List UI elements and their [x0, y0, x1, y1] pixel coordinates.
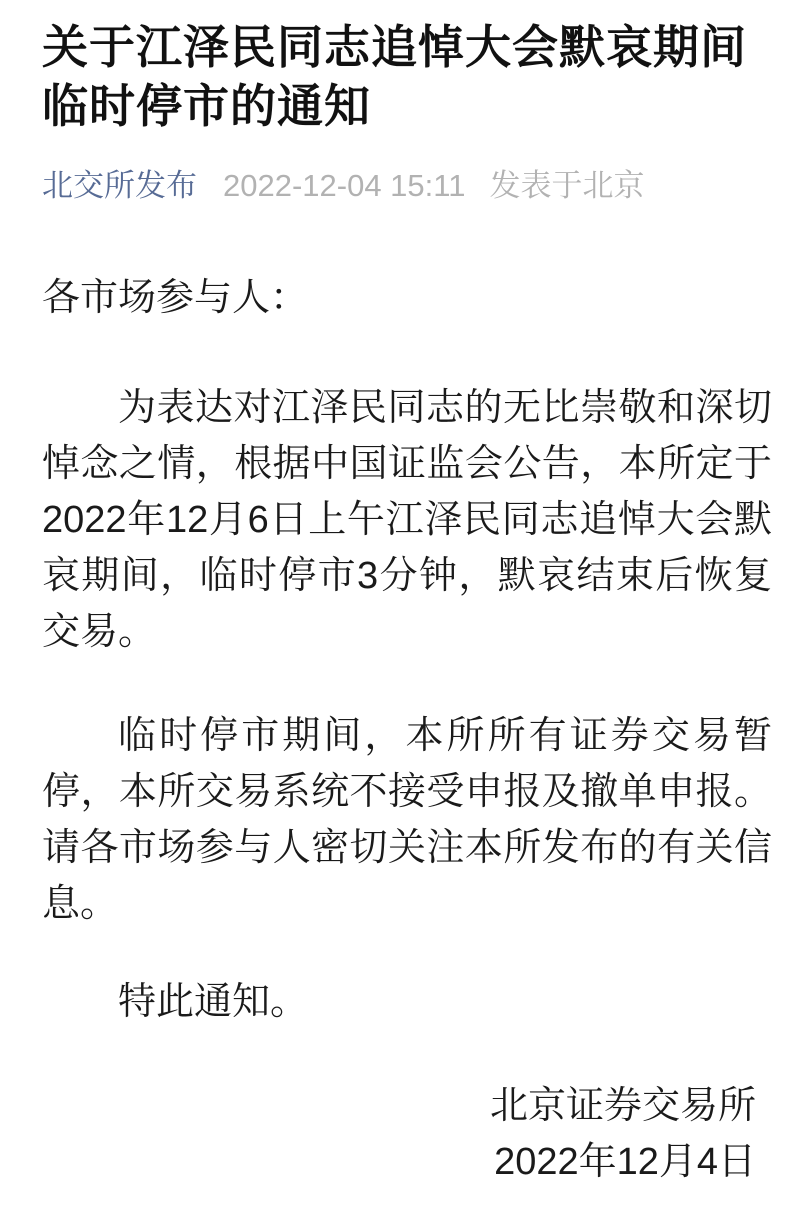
- paragraph-condolence-halt: 为表达对江泽民同志的无比崇敬和深切悼念之情，根据中国证监会公告，本所定于2022年12月6日上午江泽民同志追悼大会默哀期间，临时停市3分钟，默哀结束后恢复交易。: [42, 387, 772, 653]
- account-name-link[interactable]: 北交所发布: [42, 168, 197, 203]
- article-body: [42, 270, 772, 1190]
- signature-organization: 北京证券交易所: [489, 1085, 756, 1127]
- paragraph-closing: 特此通知。: [118, 981, 309, 1023]
- article-meta: [42, 166, 772, 206]
- signature-date: 2022年12月4日: [494, 1141, 756, 1183]
- salutation: 各市场参与人：: [42, 277, 309, 319]
- article-title: 关于江泽民同志追悼大会默哀期间临时停市的通知: [42, 21, 747, 132]
- paragraph-trading-suspension: 临时停市期间，本所所有证券交易暂停，本所交易系统不接受申报及撤单申报。请各市场参与人密切关注本所发布的有关信息。: [42, 715, 772, 925]
- publish-location: 发表于北京: [489, 168, 645, 203]
- signature-block: [42, 1078, 772, 1190]
- publish-time: 2022-12-04 15:11: [223, 168, 466, 203]
